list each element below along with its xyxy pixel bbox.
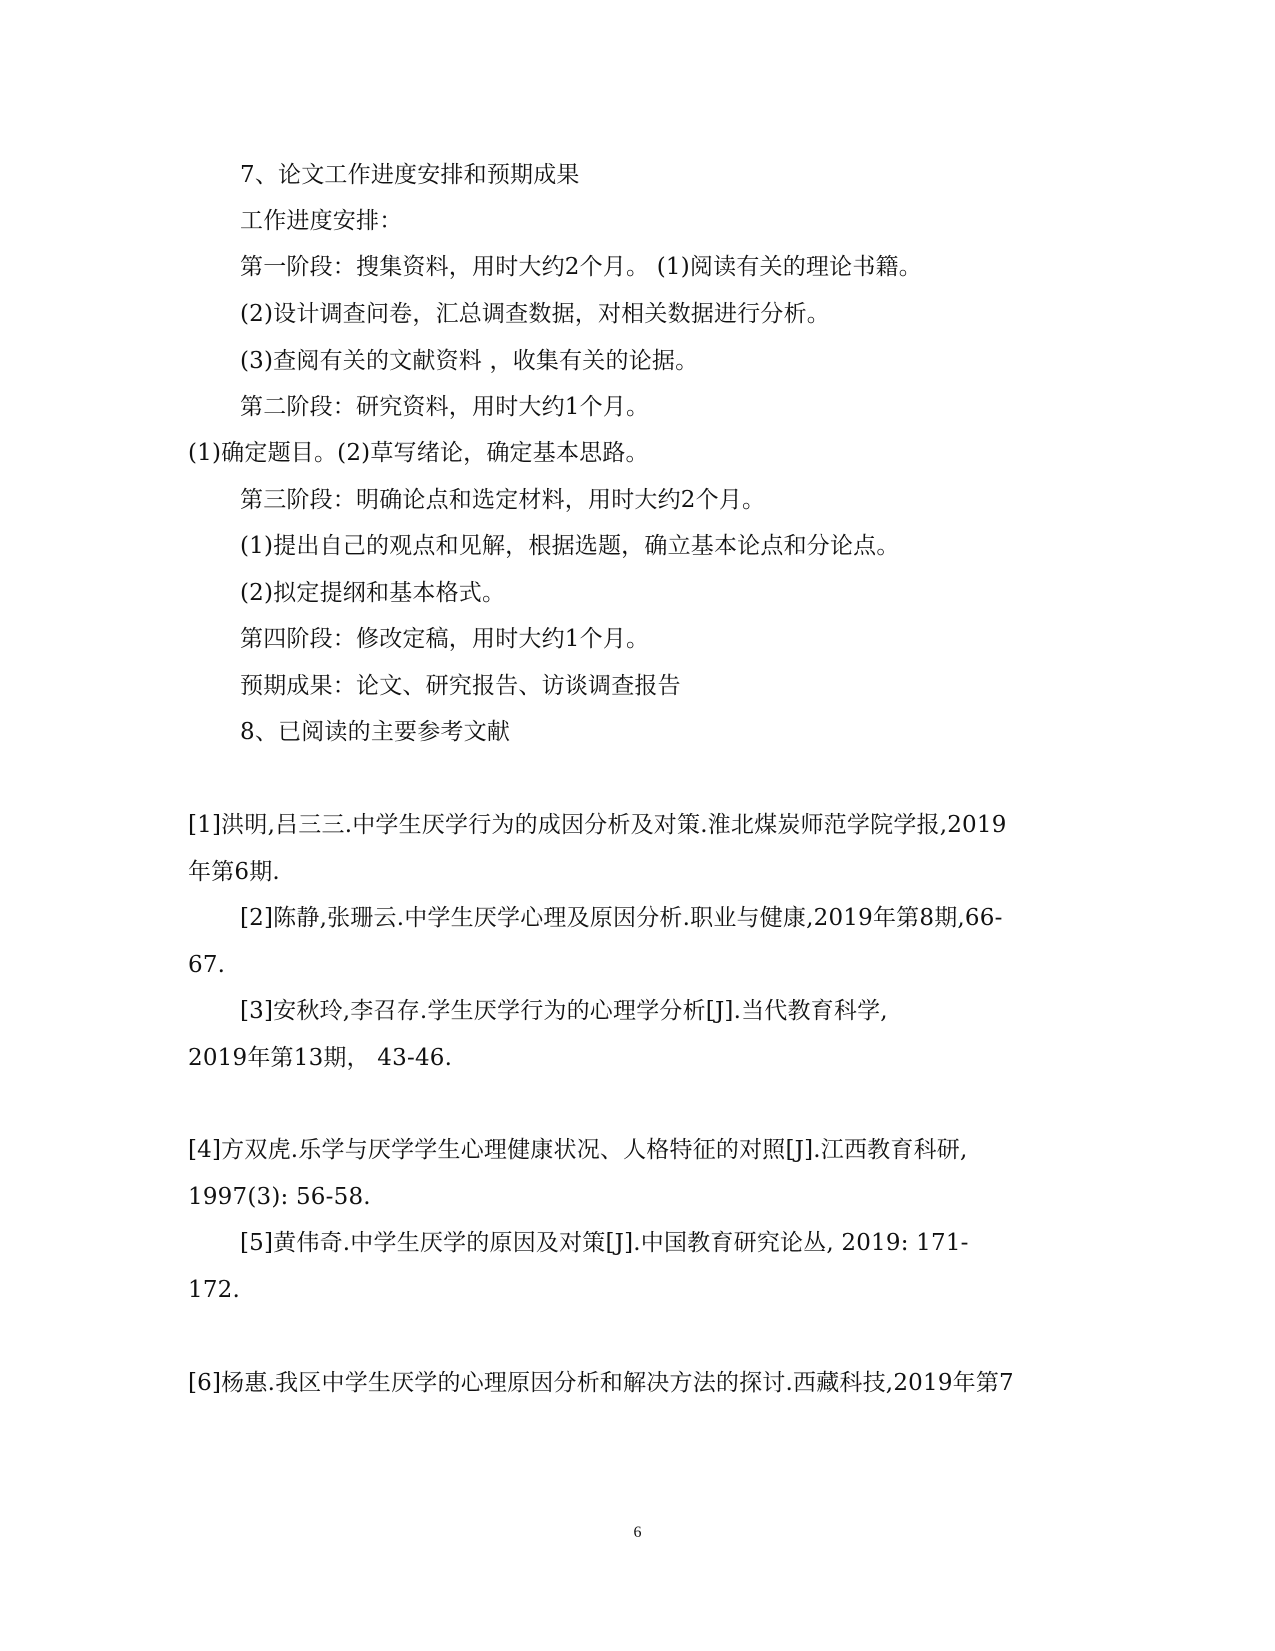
reference-5-line-1: [5]黄伟奇.中学生厌学的原因及对策[J].中国教育研究论丛, 2019: 171- xyxy=(240,1230,969,1256)
reference-6-line-1: [6]杨惠.我区中学生厌学的心理原因分析和解决方法的探讨.西藏科技,2019年第7 xyxy=(188,1370,1014,1396)
stage-3-item-2: (2)拟定提纲和基本格式。 xyxy=(240,580,506,606)
reference-3-line-2: 2019年第13期， 43-46. xyxy=(188,1045,453,1071)
stage-4-text: 第四阶段：修改定稿，用时大约1个月。 xyxy=(240,626,650,652)
page-number: 6 xyxy=(633,1524,642,1541)
schedule-label: 工作进度安排： xyxy=(240,208,403,234)
stage-3-text: 第三阶段：明确论点和选定材料，用时大约2个月。 xyxy=(240,487,766,513)
stage-2-items: (1)确定题目。(2)草写绪论，确定基本思路。 xyxy=(188,440,649,466)
reference-2-line-1: [2]陈静,张珊云.中学生厌学心理及原因分析.职业与健康,2019年第8期,66- xyxy=(240,905,1003,931)
stage-2-text: 第二阶段：研究资料，用时大约1个月。 xyxy=(240,394,650,420)
expected-results: 预期成果：论文、研究报告、访谈调查报告 xyxy=(240,673,681,699)
reference-3-line-1: [3]安秋玲,李召存.学生厌学行为的心理学分析[J].当代教育科学, xyxy=(240,998,888,1024)
section-8-heading: 8、已阅读的主要参考文献 xyxy=(240,719,511,745)
reference-2-line-2: 67. xyxy=(188,952,226,978)
stage-1-item-2: (2)设计调查问卷，汇总调查数据，对相关数据进行分析。 xyxy=(240,301,830,327)
section-7-heading: 7、论文工作进度安排和预期成果 xyxy=(240,162,580,188)
reference-1-line-1: [1]洪明,吕三三.中学生厌学行为的成因分析及对策.淮北煤炭师范学院学报,2019 xyxy=(188,812,1007,838)
reference-4-line-2: 1997(3): 56-58. xyxy=(188,1184,371,1210)
stage-1-text: 第一阶段：搜集资料，用时大约2个月。 (1)阅读有关的理论书籍。 xyxy=(240,254,922,280)
reference-1-line-2: 年第6期. xyxy=(188,859,280,885)
stage-3-item-1: (1)提出自己的观点和见解，根据选题，确立基本论点和分论点。 xyxy=(240,533,900,559)
reference-4-line-1: [4]方双虎.乐学与厌学学生心理健康状况、人格特征的对照[J].江西教育科研, xyxy=(188,1137,968,1163)
stage-1-item-3: (3)查阅有关的文献资料 ，收集有关的论据。 xyxy=(240,348,699,374)
reference-5-line-2: 172. xyxy=(188,1277,241,1303)
